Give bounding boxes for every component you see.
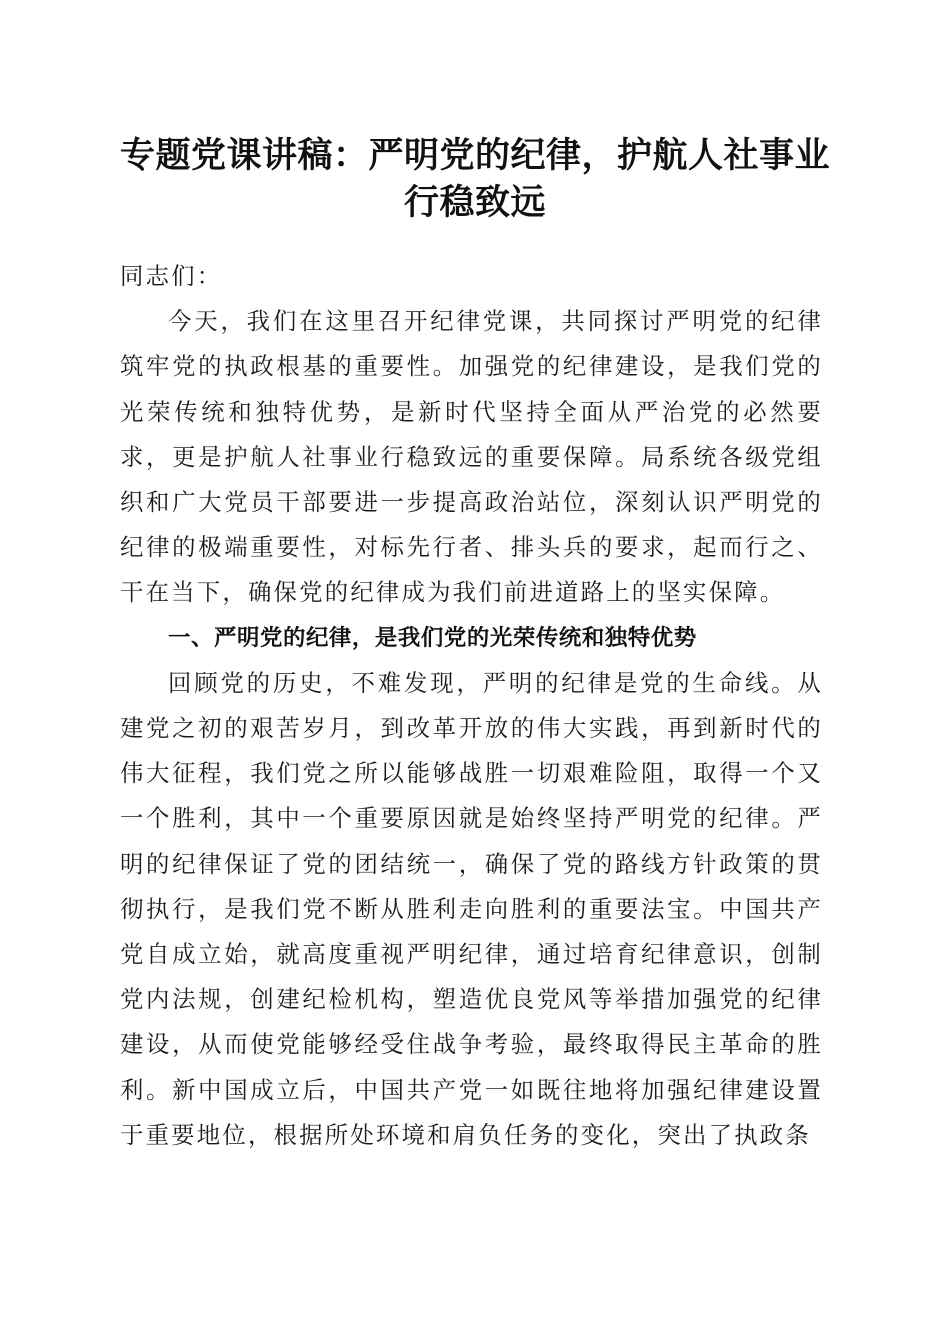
section-heading-1: 一、严明党的纪律，是我们党的光荣传统和独特优势 [168,624,697,651]
title-line-2: 行稳致远 [403,182,546,223]
title-line-1: 专题党课讲稿：严明党的纪律，护航人社事业 [119,135,830,176]
document-body [120,254,823,1158]
document-title [100,132,850,226]
section-1-paragraph: 回顾党的历史，不难发现，严明的纪律是党的生命线。从建党之初的艰苦岁月，到改革开放的伟大实践，再到新时代的伟大征程，我们党之所以能够战胜一切艰难险阻，取得一个又一个胜利，其中一个重要原因就是始终坚持严明党的纪律。严明的纪律保证了党的团结统一，确保了党的路线方针政策的贯彻执行，是我们党不断从胜利走向胜利的重要法宝。中国共产党自成立始，就高度重视严明纪律，通过培育纪律意识，创制党内法规，创建纪检机构，塑造优良党风等举措加强党的纪律建设，从而使党能够经受住战争考验，最终取得民主革命的胜利。新中国成立后，中国共产党一如既往地将加强纪律建设置于重要地位，根据所处环境和肩负任务的变化，突出了执政条 [120,668,823,1149]
intro-paragraph: 今天，我们在这里召开纪律党课，共同探讨严明党的纪律筑牢党的执政根基的重要性。加强党的纪律建设，是我们党的光荣传统和独特优势，是新时代坚持全面从严治党的必然要求，更是护航人社事业行稳致远的重要保障。局系统各级党组织和广大党员干部要进一步提高政治站位，深刻认识严明党的纪律的极端重要性，对标先行者、排头兵的要求，起而行之、干在当下，确保党的纪律成为我们前进道路上的坚实保障。 [120,307,823,607]
salutation: 同志们： [120,262,223,290]
